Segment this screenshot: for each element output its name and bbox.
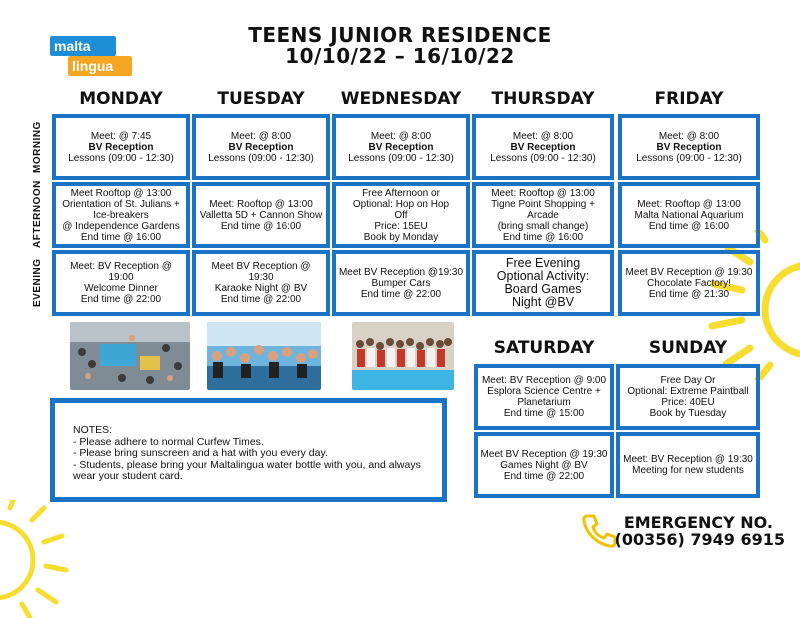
schedule-cell-wednesday-evening: Meet BV Reception @19:30 Bumper Cars End time @ 22:00 bbox=[332, 250, 470, 316]
note-line: - Students, please bring your Maltalingua water bottle with you, and always bbox=[73, 458, 421, 471]
schedule-cell-thursday-afternoon: Meet: Rooftop @ 13:00 Tigne Point Shopping + Arcade (bring small change) End time @ 16:00 bbox=[472, 182, 614, 248]
emergency-number: (00356) 7949 6915 bbox=[614, 530, 785, 549]
schedule-cell-monday-evening: Meet: BV Reception @ 19:00 Welcome Dinner End time @ 22:00 bbox=[52, 250, 190, 316]
logo-top: malta bbox=[50, 36, 116, 56]
row-label-evening: EVENING bbox=[32, 258, 43, 308]
schedule-cell-tuesday-afternoon: Meet: Rooftop @ 13:00 Valletta 5D + Cannon Show End time @ 16:00 bbox=[192, 182, 330, 248]
day-header-wednesday: WEDNESDAY bbox=[340, 89, 462, 109]
day-header-friday: FRIDAY bbox=[654, 89, 724, 109]
schedule-cell-thursday-evening: Free Evening Optional Activity: Board Games Night @BV bbox=[472, 250, 614, 316]
schedule-cell-thursday-morning: Meet: @ 8:00 BV Reception Lessons (09:00 - 12:30) bbox=[472, 114, 614, 180]
emergency-label: EMERGENCY NO. bbox=[623, 513, 773, 532]
group-photo bbox=[352, 322, 454, 390]
notes-heading: NOTES: bbox=[73, 424, 113, 436]
note-line: - Please adhere to normal Curfew Times. bbox=[73, 435, 264, 448]
schedule-cell-tuesday-morning: Meet: @ 8:00 BV Reception Lessons (09:00 - 12:30) bbox=[192, 114, 330, 180]
schedule-cell-sunday-evening: Meet: BV Reception @ 19:30 Meeting for new students bbox=[616, 432, 760, 498]
row-label-morning: MORNING bbox=[32, 121, 43, 173]
day-header-monday: MONDAY bbox=[79, 89, 163, 109]
date-range: 10/10/22 – 16/10/22 bbox=[285, 44, 515, 68]
page-title: TEENS JUNIOR RESIDENCE bbox=[248, 23, 552, 47]
schedule-cell-sunday-day: Free Day Or Optional: Extreme Paintball Price: 40EU Book by Tuesday bbox=[616, 364, 760, 430]
note-line: wear your student card. bbox=[73, 470, 183, 482]
schedule-cell-friday-evening: Meet BV Reception @ 19:30 Chocolate Factory! End time @ 21:30 bbox=[618, 250, 760, 316]
schedule-cell-saturday-day: Meet: BV Reception @ 9:00 Esplora Science Centre + Planetarium End time @ 15:00 bbox=[474, 364, 614, 430]
day-header-tuesday: TUESDAY bbox=[217, 89, 305, 109]
day-header-sunday: SUNDAY bbox=[648, 338, 728, 358]
note-line: - Please bring sunscreen and a hat with you every day. bbox=[73, 447, 328, 459]
day-header-saturday: SATURDAY bbox=[493, 338, 595, 358]
group-photo bbox=[70, 322, 190, 390]
group-photo bbox=[207, 322, 321, 390]
notes-box bbox=[50, 398, 447, 502]
schedule-cell-wednesday-afternoon: Free Afternoon or Optional: Hop on Hop Off Price: 15EU Book by Monday bbox=[332, 182, 470, 248]
schedule-cell-monday-morning: Meet: @ 7:45 BV Reception Lessons (09:00 - 12:30) bbox=[52, 114, 190, 180]
schedule-cell-friday-morning: Meet: @ 8:00 BV Reception Lessons (09:00 - 12:30) bbox=[618, 114, 760, 180]
schedule-cell-wednesday-morning: Meet: @ 8:00 BV Reception Lessons (09:00 - 12:30) bbox=[332, 114, 470, 180]
row-label-afternoon: AFTERNOON bbox=[32, 180, 43, 248]
schedule-cell-saturday-evening: Meet BV Reception @ 19:30 Games Night @ BV End time @ 22:00 bbox=[474, 432, 614, 498]
schedule-cell-monday-afternoon: Meet Rooftop @ 13:00 Orientation of St. Julians + Ice-breakers @ Independence Gardens End time @ 16:00 bbox=[52, 182, 190, 248]
day-header-thursday: THURSDAY bbox=[491, 89, 595, 109]
schedule-cell-tuesday-evening: Meet BV Reception @ 19:30 Karaoke Night @ BV End time @ 22:00 bbox=[192, 250, 330, 316]
logo-bottom: lingua bbox=[68, 56, 132, 76]
sun-icon bbox=[0, 500, 90, 618]
schedule-cell-friday-afternoon: Meet: Rooftop @ 13:00 Malta National Aquarium End time @ 16:00 bbox=[618, 182, 760, 248]
